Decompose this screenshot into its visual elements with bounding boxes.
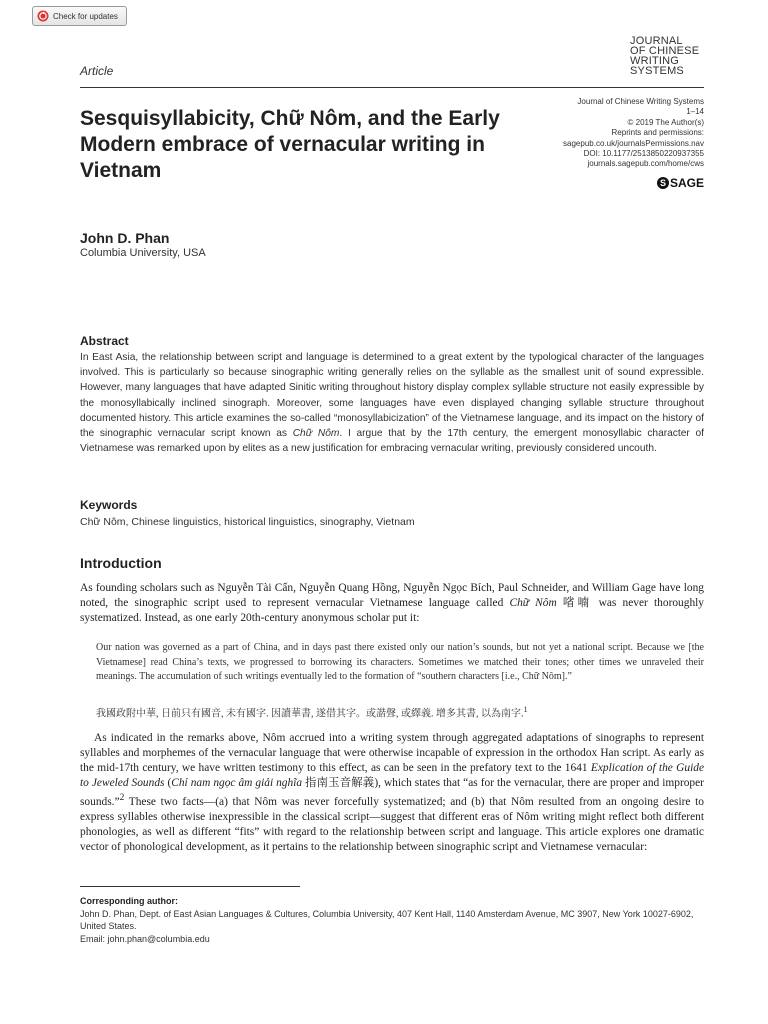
doi-link[interactable]: DOI: 10.1177/2513850220937355 — [583, 149, 704, 159]
article-title: Sesquisyllabicity, Chữ Nôm, and the Early Modern embrace of vernacular writing in Vietnam — [80, 107, 500, 182]
journal-meta — [548, 97, 704, 170]
journal-logo-line: WRITING — [630, 55, 680, 67]
block-quote-original — [96, 703, 704, 721]
footnote-ref-2[interactable]: 2 — [119, 793, 125, 804]
abstract-heading: Abstract — [80, 334, 129, 348]
permissions-link[interactable]: sagepub.co.uk/journalsPermissions.nav — [563, 138, 704, 148]
abstract-text-end: . I argue that by the 17th century, the emergent monosyllabic character of Vietnamese was remarked upon by elites as a new justification for embracing vernacular writing, previously considered uncouth. — [80, 428, 704, 455]
author-affiliation: Columbia University, USA — [80, 247, 206, 259]
article-type: Article — [80, 64, 114, 78]
keywords-heading: Keywords — [80, 498, 138, 512]
corresponding-author-heading: Corresponding author: — [80, 896, 178, 906]
corresponding-author-details — [80, 908, 704, 945]
sage-logo — [657, 176, 704, 190]
journal-name: Journal of Chinese Writing Systems — [577, 97, 704, 106]
corresponding-author-email[interactable]: Email: john.phan@columbia.edu — [80, 933, 210, 944]
keywords-list: Chữ Nôm, Chinese linguistics, historical linguistics, sinography, Vietnam — [80, 516, 415, 528]
footnote-ref-1[interactable]: 1 — [523, 705, 528, 714]
journal-logo — [630, 36, 750, 76]
intro-p2-book-title-vn: Chỉ nam ngọc âm giải nghĩa — [171, 777, 303, 790]
refresh-icon — [37, 10, 49, 22]
check-for-updates-button[interactable] — [32, 6, 127, 26]
intro-p1-text: As founding scholars such as Nguyễn Tài Cẩn, Nguyễn Quang Hồng, Nguyễn Ngọc Bích, Paul Schneider, and William Gage have long noted, the sinographic script used to represent vernacular Vietnamese language called — [80, 582, 704, 609]
intro-p1-script-name: Chữ Nôm — [509, 597, 557, 609]
introduction-heading: Introduction — [80, 555, 162, 571]
journal-logo-line: SYSTEMS — [630, 65, 684, 77]
abstract-text: In East Asia, the relationship between script and language is determined to a great extent by the typological character of the languages involved. This is particularly so because sinographic writing generally relies on the syllable as the smallest unit of sound expressible. However, many languages that have adapted Sinitic writing throughout history display complex syllable structure not easily expressible by the monosyllabically inclined sinograph. Moreover, some languages have even displayed changing syllable structure throughout documented history. This article examines the so-called “monosyllabicization” of the Vietnamese language, and its impact on the history of the sinographic vernacular script known as — [80, 352, 704, 440]
abstract-script-name: Chữ Nôm — [292, 428, 340, 440]
page-range: 1–14 — [686, 107, 704, 117]
intro-paragraph-1 — [80, 581, 704, 626]
intro-p2-text: ( — [164, 777, 172, 790]
journal-homepage-link[interactable]: journals.sagepub.com/home/cws — [587, 159, 704, 169]
quote-cjk-text: 我國政附中華, 日前只有國音, 未有國字. 因讀華書, 遂借其字。或諧聲, 或繹義. 增多其書, 以為南字. — [96, 708, 524, 720]
journal-logo-line: JOURNAL — [630, 35, 683, 47]
intro-p2-book-title: Explication of the Guide to Jeweled Sounds — [80, 762, 704, 790]
header-rule — [80, 87, 704, 88]
sage-wordmark: SAGE — [669, 176, 704, 190]
reprints-label: Reprints and permissions: — [611, 128, 704, 138]
journal-logo-line: OF CHINESE — [630, 45, 700, 57]
corresponding-author-address: John D. Phan, Dept. of East Asian Languages & Cultures, Columbia University, 407 Kent Hall, 1140 Amsterdam Avenue, MC 3907, New York 10027-6902, United States. — [80, 909, 694, 932]
sage-circle-icon: S — [657, 177, 669, 189]
intro-p2-text: 指南玉音解義), which states that “as for the vernacular, there are proper and improper sounds.” — [80, 777, 704, 809]
author-name: John D. Phan — [80, 230, 170, 246]
block-quote: Our nation was governed as a part of China, and in days past there existed only our nation’s sounds, but not yet a national script. Because we [the Vietnamese] read China’s texts, we progressed to borrowing its characters. Sometimes we matched their tones; other times we unraveled their meanings. The accumulation of such writings eventually led to the formation of “southern characters [i.e., Chữ Nôm].” — [96, 642, 704, 682]
intro-p2-text: As indicated in the remarks above, Nôm accrued into a writing system through aggregated adaptations of sinographs to represent syllables and morphemes of the vernacular language that were otherwise incapable of expression in the orthodox Han script. As early as the mid-17th century, we have written testimony to this effect, as can be seen in the prefatory text to the 1641 — [80, 732, 704, 775]
footnote-rule — [80, 886, 300, 887]
intro-paragraph-2 — [80, 731, 704, 856]
abstract-body — [80, 350, 704, 456]
copyright: © 2019 The Author(s) — [627, 117, 704, 127]
intro-p2-text-end: These two facts—(a) that Nôm was never forcefully systematized; and (b) that Nôm resulted from an ongoing desire to express syllables otherwise inexpressible in the classical script—suggest that different eras of Nôm writing might reflect both different phonologies, as well as different “fits” with regard to the relationship between script and language. This article explores one dramatic vector of phonological development, as it pertains to the relationship between sinographic script and Vietnamese vernacular: — [80, 796, 704, 854]
intro-p1-text-end: 㗂喃 was never thoroughly systematized. Instead, as one early 20th-century anonymous scholar put it: — [80, 597, 704, 624]
check-for-updates-label: Check for updates — [53, 11, 118, 21]
